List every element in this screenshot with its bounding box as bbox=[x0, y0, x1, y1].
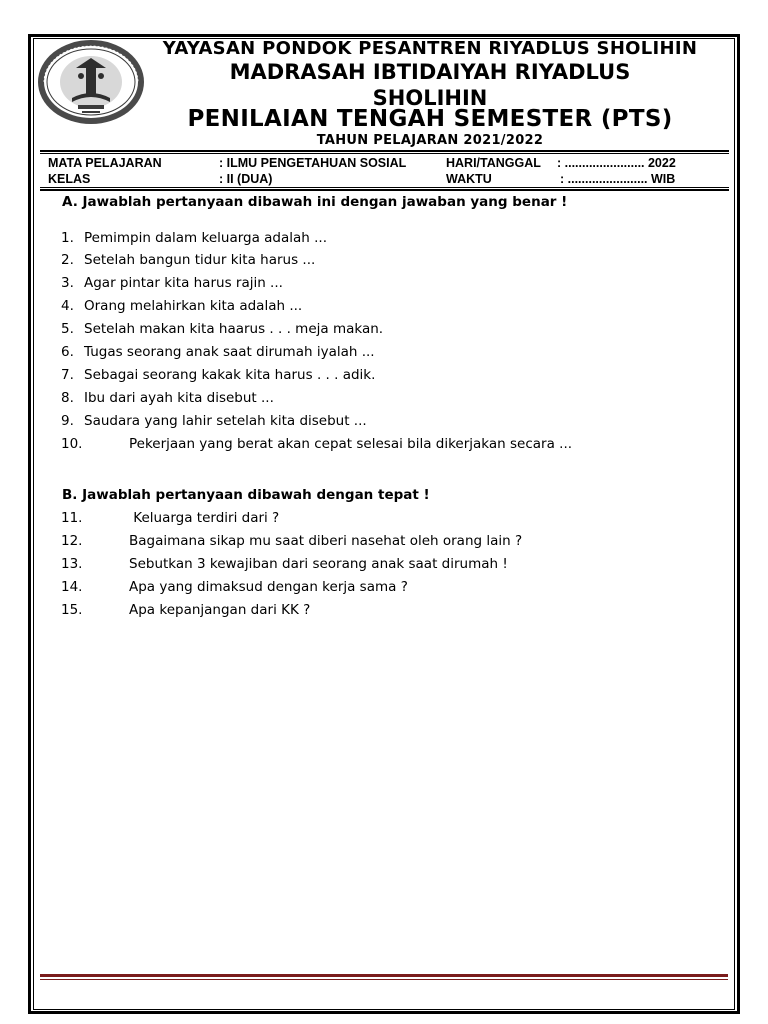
header-divider-thin bbox=[40, 153, 729, 154]
question-text: Keluarga terdiri dari ? bbox=[129, 510, 280, 526]
question-number: 9. bbox=[61, 413, 74, 429]
time-value: : ....................... WIB bbox=[560, 172, 676, 186]
question-number: 4. bbox=[61, 298, 74, 314]
question-text: Setelah bangun tidur kita harus ... bbox=[84, 252, 316, 268]
header-divider-thick bbox=[40, 150, 729, 152]
question-number: 1. bbox=[61, 230, 74, 246]
meta-divider-thick bbox=[40, 189, 729, 191]
question-text: Pemimpin dalam keluarga adalah ... bbox=[84, 230, 328, 246]
question-number: 2. bbox=[61, 252, 74, 268]
footer-divider-thin bbox=[40, 979, 728, 980]
section-b-title: B. Jawablah pertanyaan dibawah dengan tepat ! bbox=[62, 487, 430, 503]
school-name bbox=[130, 59, 730, 111]
subject-value: : ILMU PENGETAHUAN SOSIAL bbox=[219, 156, 407, 170]
question-text: Bagaimana sikap mu saat diberi nasehat oleh orang lain ? bbox=[129, 533, 523, 549]
exam-title: PENILAIAN TENGAH SEMESTER (PTS) bbox=[187, 106, 673, 132]
question-number: 11. bbox=[61, 510, 83, 526]
time-label: WAKTU bbox=[446, 172, 492, 186]
question-text: Tugas seorang anak saat dirumah iyalah ... bbox=[84, 344, 375, 360]
question-number: 14. bbox=[61, 579, 83, 595]
question-number: 12. bbox=[61, 533, 83, 549]
question-text: Sebutkan 3 kewajiban dari seorang anak saat dirumah ! bbox=[129, 556, 508, 572]
question-number: 3. bbox=[61, 275, 74, 291]
question-text: Setelah makan kita haarus . . . meja makan. bbox=[84, 321, 384, 337]
question-text: Ibu dari ayah kita disebut ... bbox=[84, 390, 274, 406]
subject-label: MATA PELAJARAN bbox=[48, 156, 162, 170]
meta-divider-thin bbox=[40, 187, 729, 188]
class-label: KELAS bbox=[48, 172, 91, 186]
school-name-line-1: MADRASAH IBTIDAIYAH RIYADLUS bbox=[229, 60, 631, 84]
section-a-title: A. Jawablah pertanyaan dibawah ini dengan jawaban yang benar ! bbox=[62, 194, 568, 210]
question-number: 15. bbox=[61, 602, 83, 618]
question-text: Saudara yang lahir setelah kita disebut ... bbox=[84, 413, 367, 429]
question-number: 7. bbox=[61, 367, 74, 383]
question-number: 13. bbox=[61, 556, 83, 572]
question-text: Apa kepanjangan dari KK ? bbox=[129, 602, 311, 618]
question-number: 8. bbox=[61, 390, 74, 406]
question-text: Orang melahirkan kita adalah ... bbox=[84, 298, 303, 314]
question-text: Agar pintar kita harus rajin ... bbox=[84, 275, 283, 291]
question-number: 5. bbox=[61, 321, 74, 337]
question-text: Pekerjaan yang berat akan cepat selesai bila dikerjakan secara ... bbox=[129, 436, 573, 452]
question-text: Sebagai seorang kakak kita harus . . . adik. bbox=[84, 367, 376, 383]
question-number: 6. bbox=[61, 344, 74, 360]
school-name-line-2: SHOLIHIN bbox=[372, 86, 488, 110]
academic-year: TAHUN PELAJARAN 2021/2022 bbox=[316, 133, 544, 148]
day-date-value: : ....................... 2022 bbox=[557, 156, 676, 170]
class-value: : II (DUA) bbox=[219, 172, 273, 186]
day-date-label: HARI/TANGGAL bbox=[446, 156, 541, 170]
question-text: Apa yang dimaksud dengan kerja sama ? bbox=[129, 579, 408, 595]
foundation-name: YAYASAN PONDOK PESANTREN RIYADLUS SHOLIHIN bbox=[162, 38, 698, 59]
question-number: 10. bbox=[61, 436, 83, 452]
footer-divider-thick bbox=[40, 974, 728, 977]
